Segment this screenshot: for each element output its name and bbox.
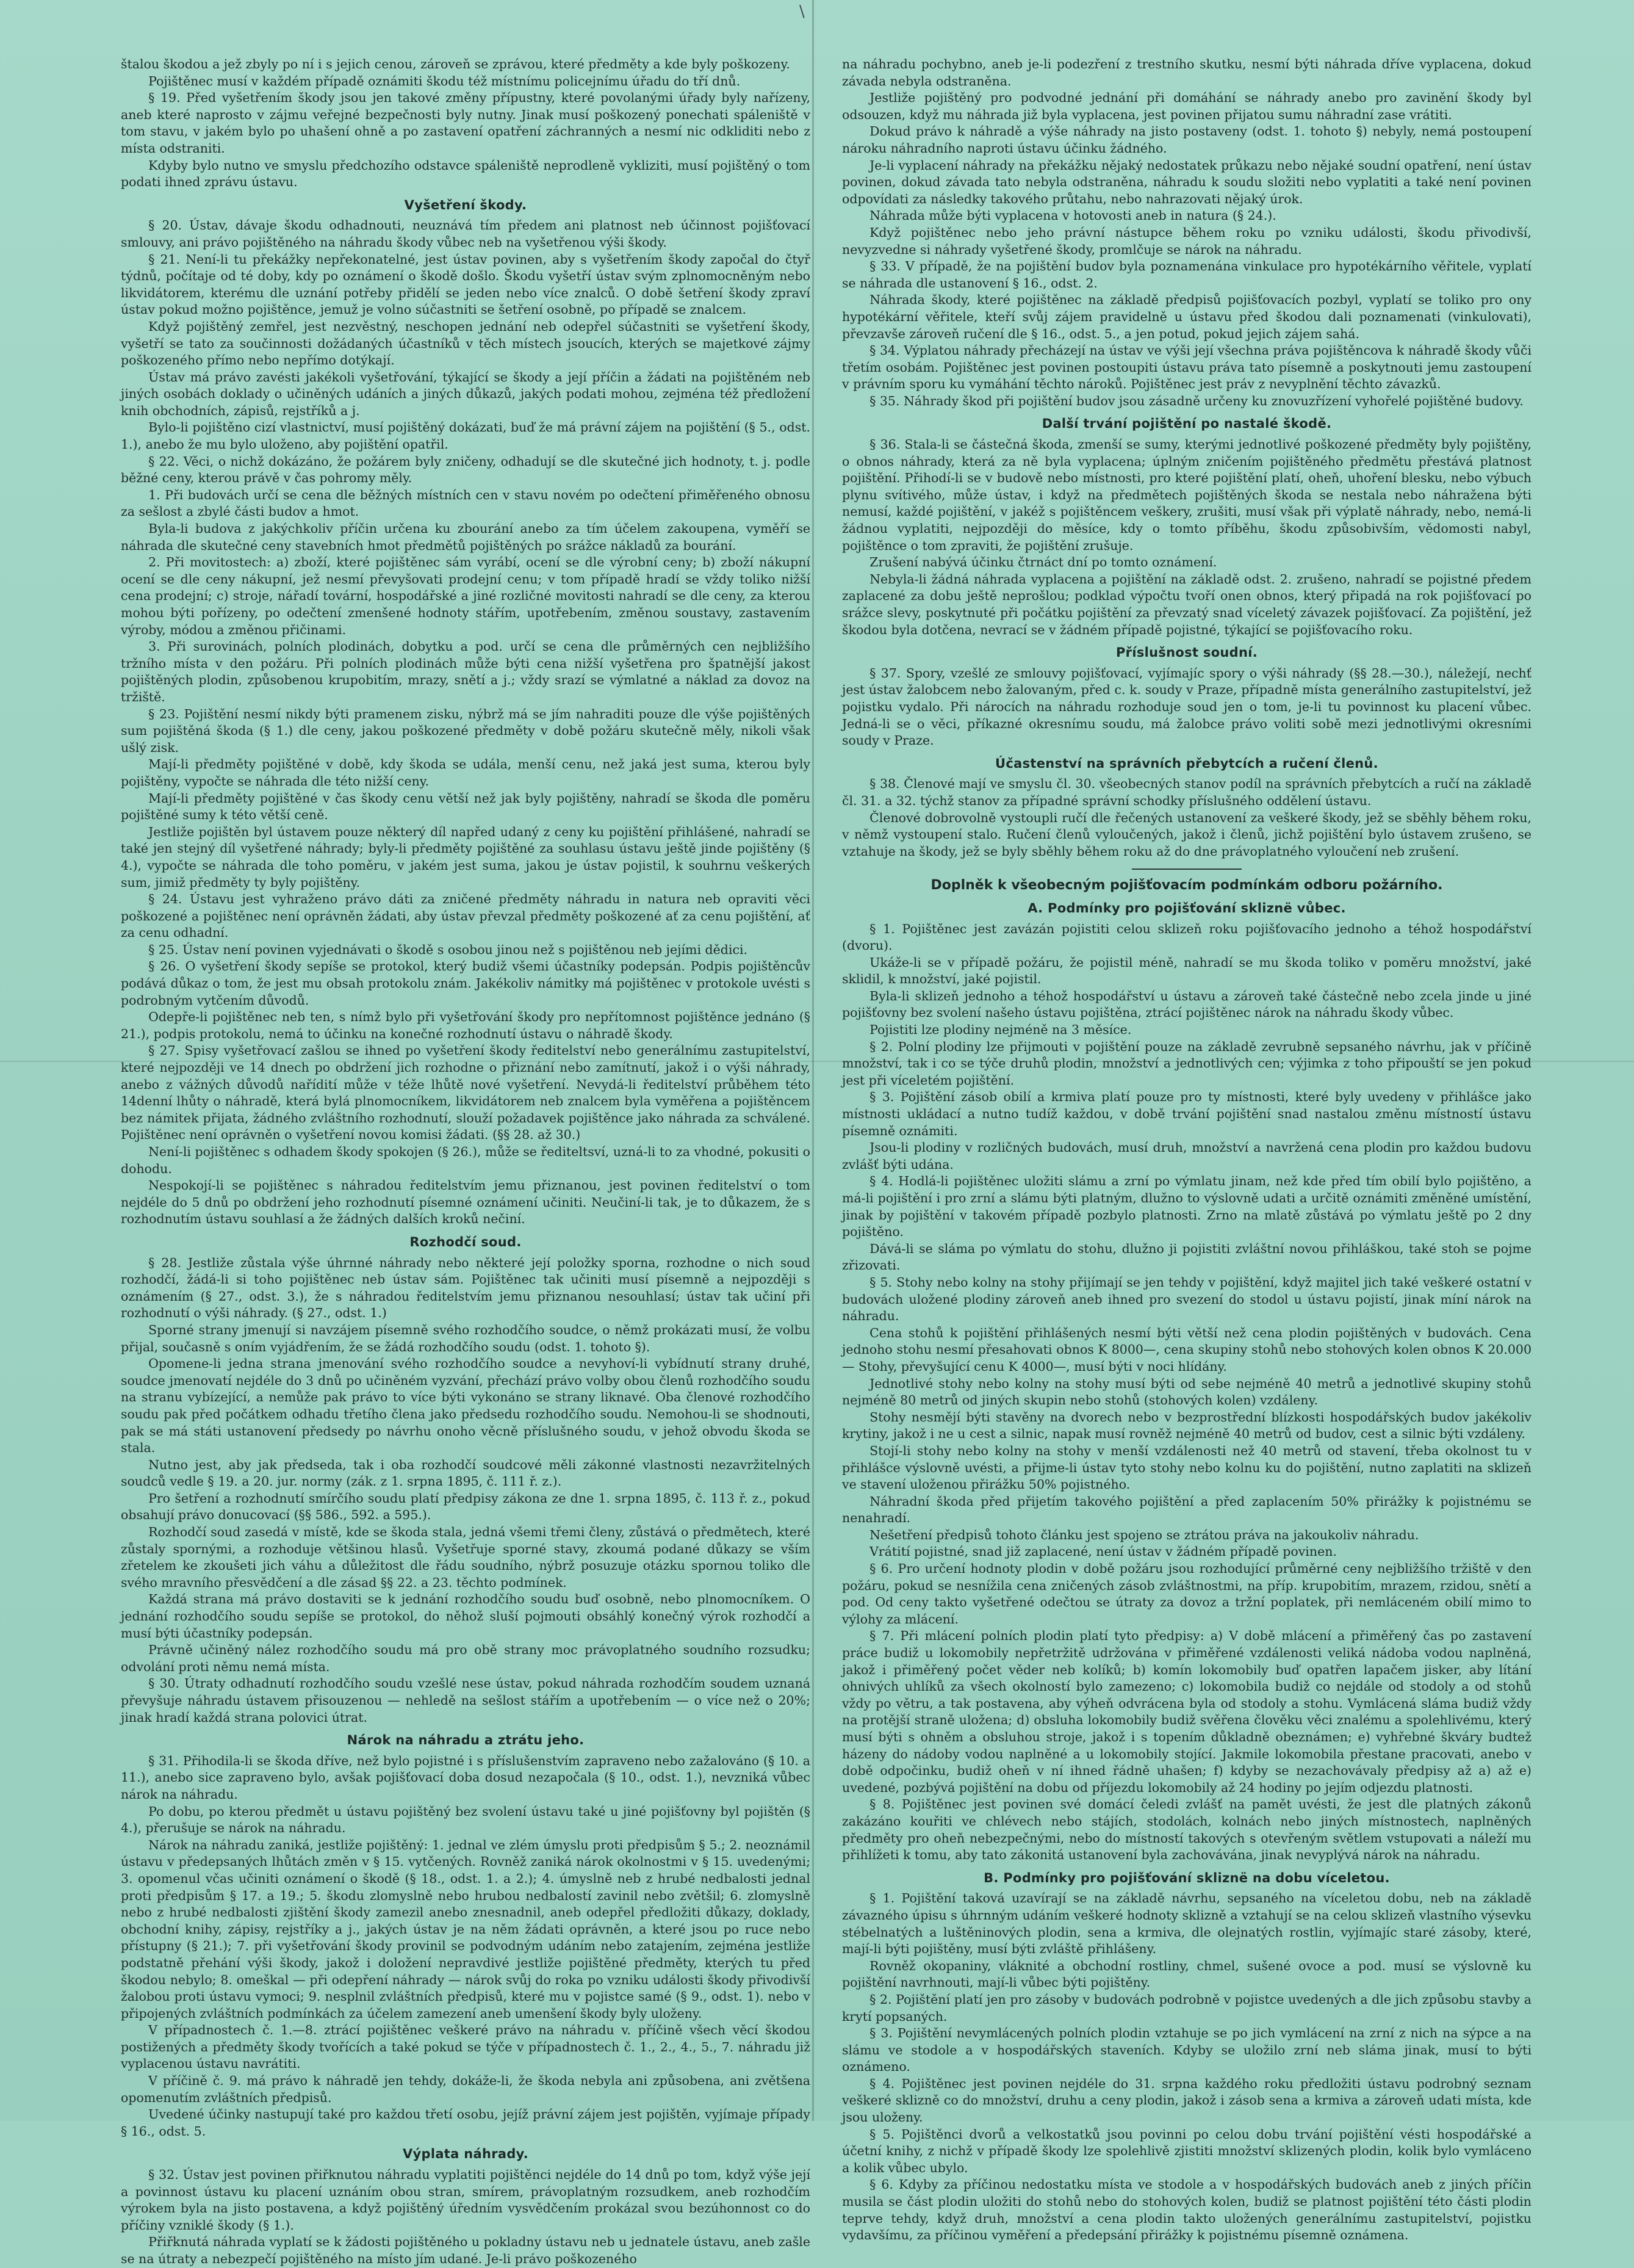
- paragraph: Pro šetření a rozhodnutí smírčího soudu platí předpisy zákona ze dne 1. srpna 1895, č. 113 ř. z., pokud obsahují právo donucovací (§§ 586., 592. a 595.).: [121, 1490, 810, 1523]
- section-heading: Další trvání pojištění po nastalé škodě.: [1042, 416, 1332, 432]
- paragraph: Nešetření předpisů tohoto článku jest spojeno se ztrátou práva na jakoukoliv náhradu.: [869, 1527, 1419, 1542]
- paragraph: Po dobu, po kterou předmět u ústavu pojištěný bez svolení ústavu také u jiné pojišťovny byl pojištěn (§ 4.), přerušuje se nárok na náhradu.: [121, 1804, 810, 1836]
- paragraph: Je-li vyplacení náhrady na překážku nějaký nedostatek průkazu nebo nějaké soudní opatření, není ústav povinen, dokud závada tato nebyla odstraněna, náhradu k soudu složiti nebo vyplatiti a také není povinen odpovídati za následky takového průtahu, nebo nahrazovati nějaký úrok.: [842, 157, 1531, 206]
- section-heading: A. Podmínky pro pojišťování skliznë vůbec.: [1028, 900, 1346, 916]
- section-heading: Příslušnost soudní.: [1115, 645, 1258, 660]
- paragraph: Ústav má právo zavésti jakékoli vyšetřování, týkající se škody a její příčin a žádati na pojištěném neb jiných osobách doklady o učiněných udáních a jiných důkazů, jakých podati mohou, zejména též předložení knih obchodních, zápisů, rejstříků a j.: [121, 369, 810, 418]
- right-text-column: [842, 56, 1531, 2243]
- paragraph: Právně učiněný nález rozhodčího soudu má pro obě strany moc právoplatného soudního rozsudku; odvolání proti němu nemá místa.: [121, 1642, 810, 1674]
- paragraph: Nutno jest, aby jak předseda, tak i oba rozhodčí soudcové měli zákonné vlastnosti nezavržitelných soudců vedle § 19. a 20. jur. normy (zák. z 1. srpna 1895, č. 111 ř. z.).: [121, 1457, 810, 1489]
- paragraph: Mají-li předměty pojištěné v čas škody cenu větší než jak byly pojištěny, nahradí se škoda dle poměru pojištěné sumy k této větší ceně.: [121, 790, 810, 823]
- paragraph: § 5. Pojištěnci dvorů a velkostatků jsou povinni po celou dobu trvání pojištění vésti hospodářské a účetní knihy, z nichž v případě škody lze spolehlivě zjistiti množství sklizených plodin, kolik bylo vymláceno a kolik vůbec ubylo.: [842, 2126, 1531, 2175]
- section-divider: [1132, 869, 1242, 870]
- paragraph: Odepře-li pojištěnec neb ten, s nímž bylo při vyšetřování škody pro nepřítomnost pojištěnce jednáno (§ 21.), podpis protokolu, nemá to účinku na konečné rozhodnutí ústavu o náhradě škody.: [121, 1009, 810, 1041]
- paragraph: § 3. Pojištění nevymlácených polních plodin vztahuje se po jich vymlácení na zrní z nich na sýpce a na slámu ve stodole a v hospodářských staveních. Kdyby se uložilo zrní neb sláma jinak, musí to býti oznámeno.: [842, 2026, 1531, 2075]
- paragraph: 3. Při surovinách, polních plodinách, dobytku a pod. určí se cena dle průměrných cen nejbližšího tržního místa v den požáru. Při polních plodinách může býti cena nižší vyšetřena pro špatnější jakost pojištěných plodin, způsobenou krupobitím, mrazy, snětí a j.; vždy srazí se výmlatné a náklad za dovoz na tržiště.: [121, 639, 810, 704]
- paragraph: § 25. Ústav není povinen vyjednávati o škodě s osobou jinou než s pojištěnou neb jejími dědici.: [148, 942, 748, 957]
- supplement-title: Doplněk k všeobecným pojišťovacím podmínkám odboru požárního.: [930, 878, 1443, 894]
- paragraph: § 2. Pojištění platí jen pro zásoby v budovách podrobně v pojistce uvedených a dle jich způsobu stavby a krytí popsaných.: [842, 1992, 1531, 2024]
- paragraph: § 38. Členové mají ve smyslu čl. 30. všeobecných stanov podíl na správních přebytcích a ručí na základě čl. 31. a 32. týchž stanov za případné správní schodky příslušného oddělení ústavu.: [842, 776, 1531, 808]
- paragraph: Byla-li budova z jakýchkoliv příčin určena ku zbourání anebo za tím účelem zakoupena, vyměří se náhrada dle skutečné ceny stavebních hmot předmětů pojištěných po srážce nákladů za bourání.: [121, 521, 810, 553]
- paragraph: V příčině č. 9. má právo k náhradě jen tehdy, dokáže-li, že škoda nebyla ani způsobena, ani zvětšena opomenutím zvláštních předpisů.: [121, 2073, 810, 2105]
- paragraph: § 1. Pojištěnec jest zavázán pojistiti celou sklizeň roku pojišťovacího jednoho a téhož hospodářství (dvoru).: [842, 921, 1531, 953]
- paragraph: Opomene-li jedna strana jmenování svého rozhodčího soudce a nevyhoví-li vybídnutí strany druhé, soudce jmenovatí nejdéle do 3 dnů po učiněném vyzvání, přechází právo volby obou členů rozhodčího soudu na stranu vybízející, a nemůže pak právo to více býti vykonáno se strany liknavé. Oba členové rozhodčího soudu pak před počátkem odhadu třetího člena jako předsedu rozhodčího soudu. Nemohou-li se shodnouti, pak se má státi ustanovení předsedy po návrhu onoho věcně příslušného soudu, v jehož obvodu škoda se stala.: [121, 1356, 810, 1456]
- paragraph: § 2. Polní plodiny lze přijmouti v pojištění pouze na základě zevrubně sepsaného návrhu, jak v příčině množství, tak i co se týče druhů plodin, množství a jednotlivých cen; výjimka z toho připouští se jen pokud jest při víceletém pojištění.: [842, 1039, 1531, 1088]
- paragraph: Když pojištěnec nebo jeho právní nástupce během roku po vzniku události, škodu přivodivší, nevyzvedne si náhrady vyšetřené škody, promlčuje se nárok na náhradu.: [842, 225, 1531, 257]
- paragraph: § 3. Pojištění zásob obilí a krmiva platí pouze pro ty místnosti, které byly uvedeny v přihlášce jako místnosti ukládací a nutno tudíž každou, v době trvání pojištění snad nastalou změnu místností ústavu písemně oznámiti.: [842, 1089, 1531, 1138]
- paragraph: Náhradní škoda před přijetím takového pojištění a před zaplacením 50% přirážky k pojistnému se nenahradí.: [842, 1493, 1531, 1526]
- paragraph: 1. Při budovách určí se cena dle běžných místních cen v stavu novém po odečtení přiměřeného obnosu za sešlost a zbylé části budov a hmot.: [121, 487, 810, 519]
- paragraph: Zrušení nabývá účinku čtrnáct dní po tomto oznámení.: [869, 555, 1217, 570]
- paragraph: Nebyla-li žádná náhrada vyplacena a pojištění na základě odst. 2. zrušeno, nahradí se pojistné předem zaplacené za dobu ještě neprošlou; podklad výpočtu tvoří onen obnos, který připadá na rok pojišťovací po srážce slevy, poskytnuté při počátku pojištění za převzatý snad víceletý závazek pojišťovací. Za pojištění, jež škodou byla dotčena, nevrací se v žádném případě pojistné, týkající se pojišťovacího roku.: [842, 571, 1531, 637]
- paragraph: § 4. Pojištěnec jest povinen nejdéle do 31. srpna každého roku předložiti ústavu podrobný seznam veškeré sklizně co do množství, druhu a ceny plodin, jakož i zásob sena a krmiva a zároveň udati místa, kde jsou uloženy.: [842, 2076, 1531, 2125]
- paragraph: Náhrada škody, které pojištěnec na základě předpisů pojišťovacích pozbyl, vyplatí se toliko pro ony hypotékární věřitele, kteří svůj zájem pravidelně u ústavu před škodou dali poznamenati (vinkulovati), převzavše zároveň ručení dle § 16., odst. 5., a jen potud, pokud jejich zájem sahá.: [842, 292, 1531, 341]
- paragraph: Když pojištěný zemřel, jest nezvěstný, neschopen jednání neb odepřel súčastniti se vyšetření škody, vyšetří se tato za součinnosti dožádaných účastníků v těch místech jsoucích, kterých se majetkové zájmy poškozeného přímo nebo nepřímo dotýkají.: [121, 319, 810, 368]
- paragraph: Sporné strany jmenují si navzájem písemně svého rozhodčího soudce, o němž prokázati musí, že volbu přijal, současně s oním vyjádřením, že se žádá rozhodčího soudu (odst. 1. tohoto §).: [121, 1322, 810, 1354]
- paragraph: § 23. Pojištění nesmí nikdy býti pramenem zisku, nýbrž má se jím nahraditi pouze dle výše pojištěných sum pojištěná škoda (§ 1.) dle ceny, jakou poškozené předměty v době požáru skutečně měly, nikoli však ušlý zisk.: [121, 706, 810, 755]
- paragraph: V případnostech č. 1.—8. ztrácí pojištěnec veškeré právo na náhradu v. příčině všech věcí škodou postižených a předměty škody tvořících a také pokud se týče v případnostech č. 1., 2., 4., 5., 7. náhradu již vyplacenou ústavu navrátiti.: [121, 2023, 810, 2071]
- paragraph: § 8. Pojištěnec jest povinen své domácí čeledi zvlášť na pamět uvésti, že jest dle platných zákonů zakázáno kouřiti ve chlévech nebo stájích, stodolách, kolnách nebo jiných místnostech, naplněných předměty pro oheň nebezpečnými, nebo do místností takových s otevřeným světlem vstupovati a náleží mu přihlížeti k tomu, aby tato zákonitá ustanovení byla zachovávána, jinak nevyplývá nárok na náhradu.: [842, 1797, 1531, 1863]
- paragraph: štalou škodou a jež zbyly po ní i s jejich cenou, zároveň se zprávou, které předměty a kde byly poškozeny.: [121, 57, 790, 71]
- paragraph: Ukáže-li se v případě požáru, že pojistil méně, nahradí se mu škoda toliko v poměru množství, jaké sklidil, k množství, jaké pojistil.: [842, 955, 1531, 987]
- paragraph: Rozhodčí soud zasedá v místě, kde se škoda stala, jedná všemi třemi členy, zůstává o předmětech, které zůstaly spornými, a rozhoduje většinou hlasů. Vyšetřuje sporné stavy, zkoumá podané důkazy se vším zřetelem ke zkoušeti jich váhu a důležitost dle řádu soudního, nýbrž posuzuje otázku spornou toliko dle svého mravního přesvědčení a dle zásad §§ 22. a 23. těchto podmínek.: [121, 1525, 810, 1590]
- paragraph: § 31. Přihodila-li se škoda dříve, než bylo pojistné i s příslušenstvím zapraveno nebo zažalováno (§ 10. a 11.), anebo sice zapraveno bylo, avšak pojišťovací doba dosud nezapočala (§ 10., odst. 1.), nevzniká vůbec nárok na náhradu.: [121, 1753, 810, 1802]
- section-heading: Vyšetření škody.: [404, 197, 527, 212]
- paragraph: § 20. Ústav, dávaje škodu odhadnouti, neuznává tím předem ani platnost neb účinnost pojišťovací smlouvy, ani právo pojištěného na náhradu škody vůbec neb na vyšetřenou výši škody.: [121, 218, 810, 250]
- paragraph: Byla-li sklizeň jednoho a téhož hospodářství u ústavu a zároveň také částečně nebo zcela jinde u jiné pojišťovny bez svolení našeho ústavu pojištěna, ztrácí pojištěnec nárok na náhradu škody vůbec.: [842, 988, 1531, 1020]
- paragraph: § 19. Před vyšetřením škody jsou jen takové změny přípustny, které povolanými úřady byly nařízeny, aneb které naprosto v zájmu veřejné bezpečnosti byly nutny. Jinak musí poškozený ponechati spáleniště v tom stavu, v jakém bylo po uhašení ohně a po zastavení opatření záchranných a nesmí nic odkliditi nebo z místa odstraniti.: [121, 90, 810, 156]
- paragraph: § 30. Útraty odhadnutí rozhodčího soudu vzešlé nese ústav, pokud náhrada rozhodčím soudem uznaná převyšuje náhradu ústavem přisouzenou — nehledě na sešlost stářím a upotřebením — o více než o 20%; jinak hradí každá strana polovici útrat.: [121, 1676, 810, 1725]
- paragraph: Přiřknutá náhrada vyplatí se k žádosti pojištěného u pokladny ústavu neb u jednatele ústavu, aneb zašle se na útraty a nebezpečí pojištěného na místo jím udané. Je-li právo poškozeného: [121, 2234, 810, 2266]
- corner-mark: \: [799, 2, 805, 21]
- paragraph: Kdyby bylo nutno ve smyslu předchozího odstavce spáleniště neprodleně vykliziti, musí pojištěný o tom podati ihned zprávu ústavu.: [121, 157, 810, 190]
- paragraph: Stohy nesmějí býti stavěny na dvorech nebo v bezprostřední blízkosti hospodářských budov jakékoliv krytiny, jakož i ne u cest a silnic, napak musí rovněž nejméně 40 metrů od budov, cest a silnic býti vzdáleny.: [842, 1409, 1531, 1442]
- paragraph: Nespokojí-li se pojištěnec s náhradou ředitelstvím jemu přiznanou, jest povinen ředitelství o tom nejdéle do 5 dnů po obdržení jeho rozhodnutí písemné oznámení učiniti. Neučiní-li tak, je to důkazem, že s rozhodnutím ústavu souhlasí a že žádných dalších kroků nečiní.: [121, 1178, 810, 1227]
- paragraph: Vrátití pojistné, snad již zaplacené, není ústav v žádném případě povinen.: [869, 1544, 1337, 1559]
- section-heading: Rozhodčí soud.: [409, 1234, 522, 1249]
- paragraph: Bylo-li pojištěno cizí vlastnictví, musí pojištěný dokázati, buď že má právní zájem na pojištění (§ 5., odst. 1.), anebo že mu bylo uloženo, aby pojištění opatřil.: [121, 420, 810, 452]
- paragraph: Cena stohů k pojištění přihlášených nesmí býti větší než cena plodin pojištěných v budovách. Cena jednoho stohu nesmí přesahovati obnos K 8000—, cena skupiny stohů nebo stohových kolen obnos K 20.000— Stohy, převyšující cenu K 4000—, musí býti v noci hlídány.: [842, 1325, 1531, 1374]
- paragraph: Členové dobrovolně vystoupli ručí dle řečených ustanovení za veškeré škody, jež se sběhly během roku, v němž vystoupení stalo. Ručení členů vyloučených, jakož i členů, jichž pojištění bylo ústavem zrušeno, se vztahuje na škody, jež se byly sběhly během roku až do dne právoplatného vyloučení neb zrušení.: [842, 810, 1531, 859]
- paragraph: § 4. Hodlá-li pojištěnec uložiti slámu a zrní po výmlatu jinam, než kde před tím obilí bylo pojištěno, a má-li pojištění i pro zrní a slámu býti platným, dlužno to výslovně udati a určitě oznámiti změněné umístění, jinak by pojištění v takovém případě pozbylo platnosti. Zrno na mlatě zůstává po výmlatu ještě po 2 dny pojištěno.: [842, 1174, 1531, 1240]
- paragraph: § 6. Kdyby za příčinou nedostatku místa ve stodole a v hospodářských budovách aneb z jiných příčin musila se část plodin uložiti do stohů nebo do stohových kolen, budiž se platnost pojištění této části plodin teprve tehdy, když druh, množství a cena plodin takto uložených generálnímu zastupitelství, pojistku vydavšímu, za příčinou vyměření a předepsání přirážky k pojistnému písemně oznámena.: [842, 2177, 1531, 2243]
- paragraph: Mají-li předměty pojištěné v době, kdy škoda se udála, menší cenu, než jaká jest suma, kterou byly pojištěny, vypočte se náhrada dle této nižší ceny.: [121, 757, 810, 789]
- paragraph: Stojí-li stohy nebo kolny na stohy v menší vzdálenosti než 40 metrů od stavení, třeba okolnost tu v přihlášce výslovně uvésti, a přijme-li ústav tyto stohy nebo kolnu ku do pojištění, nutno zaplatiti na sklizeň ve stavení uloženou přirážku 50% pojistného.: [842, 1443, 1531, 1492]
- paragraph: Pojistiti lze plodiny nejméně na 3 měsíce.: [869, 1022, 1132, 1038]
- paragraph: § 35. Náhrady škod při pojištění budov jsou zásadně určeny ku znovuzřízení vyhořelé pojištěné budovy.: [869, 393, 1524, 408]
- paragraph: Nárok na náhradu zaniká, jestliže pojištěný: 1. jednal ve zlém úmyslu proti předpisům § 5.; 2. neoznámil ústavu v předepsaných lhůtách změn v § 15. vytčených. Rovněž zaniká nárok okolnostmi v § 15. uvedenými; 3. opomenul včas učiniti oznámení o škodě (§ 18., odst. 1. a 2.); 4. úmyslně neb z hrubé nedbalosti jednal proti předpisům § 17. a 19.; 5. škodu zlomyslně nebo hrubou nedbalostí zavinil nebo zvětšil; 6. zlomyslně nebo z hrubé nedbalosti zjištění škody zamezil anebo znesnadnil, aneb odepřel předložiti důkazy, doklady, obchodní knihy, zápisy, rejstříky a j., jakých ústav je na něm žádati oprávněn, a které jsou po ruce nebo přístupny (§ 21.); 7. při vyšetřování škody provinil se podvodným udáním nebo zatajením, zejména jestliže podstatně přehání výši škody, jakož i doložení nepravdivé jestliže pojištěné předměty, kterých tu před škodou nebylo; 8. omeškal — při odepření náhrady — nárok svůj do roka po vzniku události škody přivodivší žalobou proti ústavu vymoci; 9. nesplnil zvláštních předpisů, které mu v pojistce samé (§ 9., odst. 1). nebo v připojených zvláštních podmínkách za účelem zamezení aneb umenšení škody byly uloženy.: [121, 1837, 810, 2021]
- paragraph: § 27. Spisy vyšetřovací zašlou se ihned po vyšetření škody ředitelství nebo generálnímu zastupitelství, které nejpozději ve 14 dnech po obdržení jich rozhodne o přiznání nebo zamítnutí, jakož i o výši náhrady, anebo z vážných důvodů nařídití může v téže lhůtě nové vyšetření. Nevydá-li ředitelství průběhem této 14denní lhůty o náhradě, která bylá plnomocníkem, likvidátorem neb znalcem byla vyměřena a pojištěncem bez námitek přijata, žádného zvláštního rozhodnutí, slouží požadavek pojištěnce jako náhrada za schválené. Pojištěnec není oprávněn o vyšetření novou komisi žádati. (§§ 28. až 30.): [121, 1043, 810, 1143]
- paragraph: Dokud právo k náhradě a výše náhrady na jisto postaveny (odst. 1. tohoto §) nebyly, nemá postoupení nároku náhradního naproti ústavu účinku žádného.: [842, 124, 1531, 156]
- paragraph: § 7. Při mlácení polních plodin platí tyto předpisy: a) V době mlácení a přiměřený čas po zastavení práce budiž u lokomobily nepřetržitě udržována v přiměřené vzdálenosti veliká nádoba vodou naplněná, jakož i přiměřený počet věder neb kolíků; b) komín lokomobily buď opatřen lapačem jisker, aby lítání ohnivých uhlíků za všech okolností bylo zamezeno; c) lokomobila budiž co nejdále od stodoly a od stohů vždy po větru, a tak postavena, aby výheň odvrácena byla od stodoly a stohu. Vymlácená sláma budiž vždy na protější straně uložena; d) obsluha lokomobily budiž svěřena člověku věci znalému a spolehlivému, který musí býti s ohněm a obsluhou stroje, jakož i s topením důkladně obeznámen; e) vyhřebné škváry budtež házeny do nádoby vodou naplněné a u lokomobily stojící. Jakmile lokomobila přestane pracovati, anebo v době odpočinku, budiž oheň v ní ihned řádně uhašen; f) kdyby se nezachovávaly předpisy až a) až e) uvedené, pozbývá pojištění na dobu od příjezdu lokomobily až 24 hodiny po jejím odjezdu platnosti.: [842, 1628, 1531, 1795]
- section-heading: Nárok na náhradu a ztrátu jeho.: [347, 1733, 585, 1748]
- paragraph: § 32. Ústav jest povinen přiřknutou náhradu vyplatiti pojištěnci nejdéle do 14 dnů po tom, když výše její a povinnost ústavu ku placení uznáním obou stran, smírem, právoplatným rozsudkem, aneb rozhodčím výrokem byla na jisto postavena, a když pojištěný úředním vysvědčením prokázal svou bezúhonnost co do příčiny vzniklé škody (§ 1.).: [121, 2167, 810, 2233]
- paragraph: Náhrada může býti vyplacena v hotovosti aneb in natura (§ 24.).: [869, 208, 1276, 223]
- paragraph: Uvedené účinky nastupují také pro každou třetí osobu, jejíž právní zájem jest pojištěn, vyjímaje případy § 16., odst. 5.: [121, 2107, 810, 2139]
- paragraph: § 28. Jestliže zůstala výše úhrnné náhrady nebo některé její položky sporna, rozhodne o nich soud rozhodčí, žádá-li si toho pojištěnec neb ústav sám. Pojištěnec tak učiniti musí písemně a nejpozději s oznámením (§ 27., odst. 3.), že s náhradou ředitelstvím jemu přiznanou nesouhlasí; ústav tak učiní při rozhodnutí o výši náhrady. (§ 27., odst. 1.): [121, 1255, 810, 1321]
- paragraph: Jestliže pojištěn byl ústavem pouze některý díl napřed udaný z ceny ku pojištění přihlášené, nahradí se také jen stejný díl vyšetřené náhrady; byly-li předměty pojištěné za souhlasu ústavu ještě jinde pojištěny (§ 4.), vypočte se náhrada dle toho poměru, v jakém jest suma, jakou je ústav pojistil, k souhrnu veškerých sum, jimiž předměty ty byly pojištěny.: [121, 824, 810, 890]
- paragraph: na náhradu pochybno, aneb je-li podezření z trestního skutku, nesmí býti náhrada dříve vyplacena, dokud závada nebyla odstraněna.: [842, 57, 1531, 88]
- paragraph: § 34. Výplatou náhrady přecházejí na ústav ve výši její všechna práva pojištěncova k náhradě škody vůči třetím osobám. Pojištěnec jest povinen postoupiti ústavu práva tato písemně a poskytnouti jemu zastoupení v právním sporu ku vymáhání těchto nároků. Pojištěnec jest práv z nevyplnění těchto závazků.: [842, 343, 1531, 392]
- paragraph: Pojištěnec musí v každém případě oznámiti škodu též místnímu policejnímu úřadu do tří dnů.: [148, 73, 741, 88]
- paragraph: Není-li pojištěnec s odhadem škody spokojen (§ 26.), může se řediteltsví, uzná-li to za vhodné, pokusiti o dohodu.: [121, 1144, 810, 1176]
- paragraph: § 36. Stala-li se částečná škoda, zmenší se sumy, kterými jednotlivé poškozené předměty byly pojištěny, o obnos náhrady, která za ně byla vyplacena; úplným zničením pojištěného předmětu přestává platnost pojištění. Přihodí-li se v budově nebo místnosti, pro které pojištění platí, oheň, uhoření blesku, nebo výbuch plynu svítivého, může ústav, i když na předmětech pojištěných škoda se nestala nebo náhražena býti nemusí, každé pojištění, v jakéž s pojištěncem veškery, zrušiti, musí však při výplatě náhrady, nebo, nemá-li žádnou vyplatiti, nejpozději do měsíce, kdy o tomto příběhu, škodu způsobivším, vědomosti nabyl, pojištěnce o tom zpraviti, že pojištění zrušuje.: [842, 437, 1531, 553]
- paragraph: § 24. Ústavu jest vyhraženo právo dáti za zničené předměty náhradu in natura neb opraviti věci poškozené a pojištěnec není oprávněn žádati, aby ústav převzal předměty poškozené ať za cenu pojištění, ať za cenu odhadní.: [121, 892, 810, 941]
- paragraph: 2. Při movitostech: a) zboží, které pojištěnec sám vyrábí, ocení se dle výrobní ceny; b) zboží nákupní ocení se dle ceny nákupní, jež nesmí převyšovati prodejní cenu; v tom případě hradí se vždy toliko nižší cena prodejní; c) stroje, nářadí tovární, hospodářské a jiné rozličné movitosti nahradí se dle ceny, za kterou mohou býti pořízeny, po odečtení zmenšené hodnoty stářím, upotřebením, změnou soustavy, zastavením výroby, módou a změnou přičinami.: [121, 555, 810, 637]
- paragraph: § 26. O vyšetření škody sepíše se protokol, který budiž všemi účastníky podepsán. Podpis pojištěncův podává důkaz o tom, že jest mu obsah protokolu znám. Jakékoliv námitky má pojištěnec v protokole uvésti s podrobným vytčením důvodů.: [121, 959, 810, 1008]
- paragraph: Rovněž okopaniny, vláknité a obchodní rostliny, chmel, sušené ovoce a pod. musí se výslovně ku pojištění navrhnouti, mají-li vůbec býti pojištěny.: [842, 1958, 1531, 1990]
- left-text-column: [121, 56, 810, 2266]
- paragraph: Jednotlivé stohy nebo kolny na stohy musí býti od sebe nejméně 40 metrů a jednotlivé skupiny stohů nejméně 80 metrů od jiných skupin nebo stohů (stohových kolen) vzdáleny.: [842, 1376, 1531, 1408]
- paragraph: § 1. Pojištění taková uzavírají se na základě návrhu, sepsaného na víceletou dobu, neb na základě závazného úpisu s úhrnným udáním veškeré hodnoty sklizně a vztahují se na celou sklizeň vlastního výsevku stébelnatých a luštěninových plodin, sena a krmiva, dle olejnatých rostlin, vyjímajíc staré zásoby, které, mají-li býti pojištěny, musí býti zvláště přihlášeny.: [842, 1891, 1531, 1957]
- paragraph: Jestliže pojištěný pro podvodné jednání při domáhání se náhrady anebo pro zavinění škody byl odsouzen, když mu náhrada již byla vyplacena, jest povinen přijatou sumu náhradní zase vrátiti.: [842, 90, 1531, 122]
- paragraph: Každá strana má právo dostaviti se k jednání rozhodčího soudu buď osobně, nebo plnomocníkem. O jednání rozhodčího soudu sepíše se protokol, do něhož sluší pojmouti obsáhlý konečný výrok rozhodčí a musí býti účastníky podepsán.: [121, 1592, 810, 1641]
- paragraph: Jsou-li plodiny v rozličných budovách, musí druh, množství a navržená cena plodin pro každou budovu zvlášť býti udána.: [842, 1140, 1531, 1172]
- paragraph: Dává-li se sláma po výmlatu do stohu, dlužno ji pojistiti zvláštní novou přihláškou, také stoh se pojme zřizovati.: [842, 1241, 1531, 1273]
- paragraph: § 37. Spory, vzešlé ze smlouvy pojišťovací, vyjímajíc spory o výši náhrady (§§ 28.—30.), náležejí, nechť jest ústav žalobcem nebo žalovaným, před c. k. soudy v Praze, případně místa generálního zastupitelství, jež pojistku vydalo. Při nárocích na náhradu rozhoduje soud jen o tom, je-li tu povinnost ku placení vůbec. Jedná-li se o věci, příkazné okresnímu soudu, má žalobce právo voliti sobě mezi jednotlivými okresními soudy v Praze.: [842, 665, 1531, 748]
- paragraph: § 5. Stohy nebo kolny na stohy přijímají se jen tehdy v pojištění, když majitel jich také veškeré ostatní v budovách uložené plodiny zároveň aneb ihned pro svezení do stodol u ústavu pojistí, jinak míní nárok na náhradu.: [842, 1274, 1531, 1324]
- paragraph: § 22. Věci, o nichž dokázáno, že požárem byly zničeny, odhadují se dle skutečné jich hodnoty, t. j. podle běžné ceny, kterou právě v čas pohromy měly.: [121, 453, 810, 486]
- paragraph: § 21. Není-li tu překážky nepřekonatelné, jest ústav povinen, aby s vyšetřením škody započal do čtyř týdnů, počítaje od té doby, kdy po oznámení o škodě došlo. Škodu vyšetří ústav svým zplnomocněným nebo likvidátorem, kterému dle uznání potřeby přidělí se jeden nebo více znalců. O době šetření škody zpraví ústav pokud možno pojištěnce, jemuž je volno súčastniti se šetření osobně, po případě se znalcem.: [121, 251, 810, 317]
- section-heading: Účastenství na správních přebytcích a ručení členů.: [995, 756, 1378, 771]
- paragraph: § 6. Pro určení hodnoty plodin v době požáru jsou rozhodující průměrné ceny nejbližšího tržiště v den požáru, pokud se nesnížila cena zničených zásob zvláštnostmi, na příp. krupobitím, mrazem, rzidou, snětí a pod. Od ceny takto vyšetřené odečtou se útraty za dovoz a tržní poplatek, při nemláceném obilí mimo to výlohy za mlácení.: [842, 1561, 1531, 1627]
- section-heading: Výplata náhrady.: [402, 2147, 529, 2162]
- paragraph: § 33. V případě, že na pojištění budov byla poznamenána vinkulace pro hypotékárního věřitele, vyplatí se náhrada dle ustanovení § 16., odst. 2.: [842, 259, 1531, 291]
- section-heading: B. Podmínky pro pojišťování skliznë na dobu víceletou.: [984, 1870, 1390, 1885]
